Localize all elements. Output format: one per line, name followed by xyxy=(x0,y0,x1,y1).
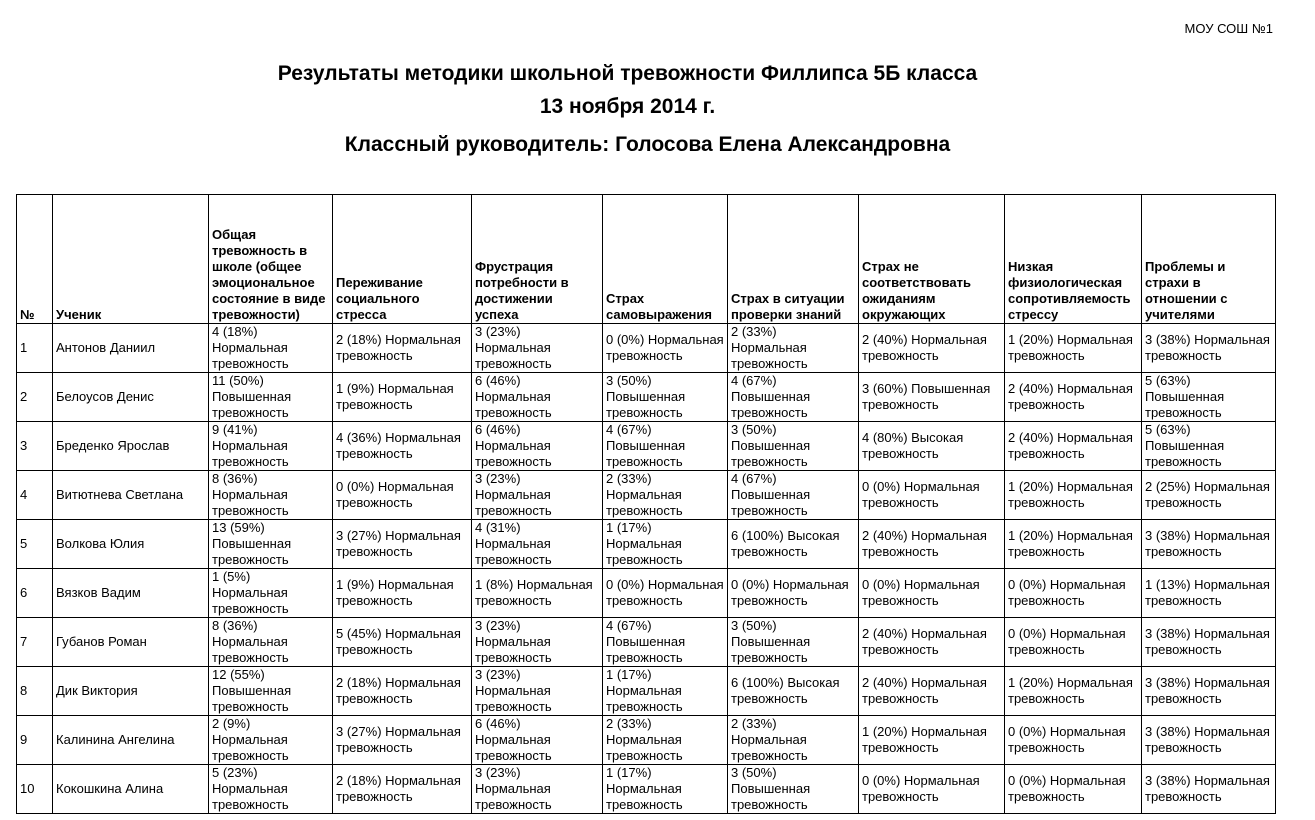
score-cell: 0 (0%) Нормальная тревожность xyxy=(1005,765,1142,814)
score-cell: 1 (20%) Нормальная тревожность xyxy=(1005,324,1142,373)
score-cell: 2 (40%) Нормальная тревожность xyxy=(1005,422,1142,471)
table-row xyxy=(17,373,1276,422)
score-cell: 3 (38%) Нормальная тревожность xyxy=(1142,765,1276,814)
score-cell: 4 (18%) Нормальная тревожность xyxy=(209,324,333,373)
score-cell: 2 (18%) Нормальная тревожность xyxy=(333,765,472,814)
score-cell: 2 (33%) Нормальная тревожность xyxy=(603,716,728,765)
score-cell: 3 (38%) Нормальная тревожность xyxy=(1142,520,1276,569)
score-cell: 1 (20%) Нормальная тревожность xyxy=(1005,471,1142,520)
score-cell: 2 (33%) Нормальная тревожность xyxy=(603,471,728,520)
score-cell: 5 (63%) Повышенная тревожность xyxy=(1142,422,1276,471)
score-cell: 3 (23%) Нормальная тревожность xyxy=(472,667,603,716)
table-row xyxy=(17,618,1276,667)
score-cell: 5 (63%) Повышенная тревожность xyxy=(1142,373,1276,422)
table-body xyxy=(17,324,1276,814)
column-header: Общая тревожность в школе (общее эмоциональное состояние в виде тревожности) xyxy=(209,195,333,324)
score-cell: 3 (38%) Нормальная тревожность xyxy=(1142,667,1276,716)
score-cell: 6 (100%) Высокая тревожность xyxy=(728,520,859,569)
score-cell: 1 (20%) Нормальная тревожность xyxy=(859,716,1005,765)
row-number: 1 xyxy=(17,324,53,373)
score-cell: 1 (9%) Нормальная тревожность xyxy=(333,569,472,618)
score-cell: 0 (0%) Нормальная тревожность xyxy=(1005,618,1142,667)
score-cell: 3 (23%) Нормальная тревожность xyxy=(472,471,603,520)
score-cell: 5 (23%) Нормальная тревожность xyxy=(209,765,333,814)
score-cell: 8 (36%) Нормальная тревожность xyxy=(209,471,333,520)
score-cell: 2 (25%) Нормальная тревожность xyxy=(1142,471,1276,520)
score-cell: 3 (38%) Нормальная тревожность xyxy=(1142,324,1276,373)
score-cell: 1 (20%) Нормальная тревожность xyxy=(1005,520,1142,569)
score-cell: 1 (20%) Нормальная тревожность xyxy=(1005,667,1142,716)
table-row xyxy=(17,667,1276,716)
score-cell: 0 (0%) Нормальная тревожность xyxy=(1005,716,1142,765)
score-cell: 4 (80%) Высокая тревожность xyxy=(859,422,1005,471)
row-number: 4 xyxy=(17,471,53,520)
score-cell: 1 (17%) Нормальная тревожность xyxy=(603,667,728,716)
score-cell: 0 (0%) Нормальная тревожность xyxy=(603,324,728,373)
column-header: Ученик xyxy=(53,195,209,324)
score-cell: 3 (50%) Повышенная тревожность xyxy=(603,373,728,422)
student-name: Волкова Юлия xyxy=(53,520,209,569)
score-cell: 1 (5%) Нормальная тревожность xyxy=(209,569,333,618)
score-cell: 4 (36%) Нормальная тревожность xyxy=(333,422,472,471)
column-header: Фрустрация потребности в достижении успеха xyxy=(472,195,603,324)
score-cell: 2 (9%) Нормальная тревожность xyxy=(209,716,333,765)
score-cell: 4 (67%) Повышенная тревожность xyxy=(603,422,728,471)
score-cell: 1 (17%) Нормальная тревожность xyxy=(603,765,728,814)
table-row xyxy=(17,520,1276,569)
score-cell: 12 (55%) Повышенная тревожность xyxy=(209,667,333,716)
score-cell: 2 (40%) Нормальная тревожность xyxy=(859,520,1005,569)
report-title: Результаты методики школьной тревожности Филлипса 5Б класса xyxy=(277,62,978,85)
column-header: Страх в ситуации проверки знаний xyxy=(728,195,859,324)
results-table xyxy=(16,194,1276,814)
score-cell: 2 (40%) Нормальная тревожность xyxy=(859,324,1005,373)
score-cell: 4 (67%) Повышенная тревожность xyxy=(603,618,728,667)
score-cell: 0 (0%) Нормальная тревожность xyxy=(859,471,1005,520)
score-cell: 1 (9%) Нормальная тревожность xyxy=(333,373,472,422)
score-cell: 8 (36%) Нормальная тревожность xyxy=(209,618,333,667)
student-name: Бреденко Ярослав xyxy=(53,422,209,471)
student-name: Губанов Роман xyxy=(53,618,209,667)
report-date: 13 ноября 2014 г. xyxy=(539,95,716,118)
score-cell: 0 (0%) Нормальная тревожность xyxy=(859,765,1005,814)
score-cell: 11 (50%) Повышенная тревожность xyxy=(209,373,333,422)
column-header: № xyxy=(17,195,53,324)
score-cell: 3 (23%) Нормальная тревожность xyxy=(472,765,603,814)
row-number: 10 xyxy=(17,765,53,814)
row-number: 8 xyxy=(17,667,53,716)
score-cell: 3 (27%) Нормальная тревожность xyxy=(333,520,472,569)
row-number: 6 xyxy=(17,569,53,618)
score-cell: 3 (50%) Повышенная тревожность xyxy=(728,765,859,814)
student-name: Антонов Даниил xyxy=(53,324,209,373)
score-cell: 1 (8%) Нормальная тревожность xyxy=(472,569,603,618)
score-cell: 2 (40%) Нормальная тревожность xyxy=(859,667,1005,716)
student-name: Белоусов Денис xyxy=(53,373,209,422)
score-cell: 0 (0%) Нормальная тревожность xyxy=(728,569,859,618)
score-cell: 2 (18%) Нормальная тревожность xyxy=(333,324,472,373)
column-header: Переживание социального стресса xyxy=(333,195,472,324)
score-cell: 4 (31%) Нормальная тревожность xyxy=(472,520,603,569)
table-header-row xyxy=(17,195,1276,324)
score-cell: 3 (50%) Повышенная тревожность xyxy=(728,618,859,667)
score-cell: 3 (23%) Нормальная тревожность xyxy=(472,324,603,373)
column-header: Проблемы и страхи в отношении с учителями xyxy=(1142,195,1276,324)
organization-label: МОУ СОШ №1 xyxy=(1184,21,1273,36)
score-cell: 4 (67%) Повышенная тревожность xyxy=(728,471,859,520)
score-cell: 3 (38%) Нормальная тревожность xyxy=(1142,618,1276,667)
score-cell: 13 (59%) Повышенная тревожность xyxy=(209,520,333,569)
score-cell: 0 (0%) Нормальная тревожность xyxy=(333,471,472,520)
score-cell: 2 (33%) Нормальная тревожность xyxy=(728,716,859,765)
column-header: Страх самовыражения xyxy=(603,195,728,324)
column-header: Низкая физиологическая сопротивляемость стрессу xyxy=(1005,195,1142,324)
table-row xyxy=(17,422,1276,471)
row-number: 3 xyxy=(17,422,53,471)
student-name: Кокошкина Алина xyxy=(53,765,209,814)
score-cell: 2 (33%) Нормальная тревожность xyxy=(728,324,859,373)
score-cell: 9 (41%) Нормальная тревожность xyxy=(209,422,333,471)
score-cell: 1 (13%) Нормальная тревожность xyxy=(1142,569,1276,618)
student-name: Калинина Ангелина xyxy=(53,716,209,765)
row-number: 2 xyxy=(17,373,53,422)
score-cell: 3 (27%) Нормальная тревожность xyxy=(333,716,472,765)
score-cell: 3 (60%) Повышенная тревожность xyxy=(859,373,1005,422)
score-cell: 3 (38%) Нормальная тревожность xyxy=(1142,716,1276,765)
score-cell: 6 (46%) Нормальная тревожность xyxy=(472,373,603,422)
score-cell: 0 (0%) Нормальная тревожность xyxy=(1005,569,1142,618)
table-row xyxy=(17,569,1276,618)
score-cell: 0 (0%) Нормальная тревожность xyxy=(603,569,728,618)
row-number: 9 xyxy=(17,716,53,765)
row-number: 5 xyxy=(17,520,53,569)
score-cell: 6 (46%) Нормальная тревожность xyxy=(472,716,603,765)
row-number: 7 xyxy=(17,618,53,667)
class-teacher: Классный руководитель: Голосова Елена Александровна xyxy=(344,133,951,156)
column-header: Страх не соответствовать ожиданиям окружающих xyxy=(859,195,1005,324)
student-name: Витютнева Светлана xyxy=(53,471,209,520)
score-cell: 3 (23%) Нормальная тревожность xyxy=(472,618,603,667)
score-cell: 2 (18%) Нормальная тревожность xyxy=(333,667,472,716)
score-cell: 6 (46%) Нормальная тревожность xyxy=(472,422,603,471)
score-cell: 6 (100%) Высокая тревожность xyxy=(728,667,859,716)
table-row xyxy=(17,765,1276,814)
score-cell: 1 (17%) Нормальная тревожность xyxy=(603,520,728,569)
table-row xyxy=(17,324,1276,373)
student-name: Дик Виктория xyxy=(53,667,209,716)
score-cell: 0 (0%) Нормальная тревожность xyxy=(859,569,1005,618)
score-cell: 4 (67%) Повышенная тревожность xyxy=(728,373,859,422)
table-row xyxy=(17,471,1276,520)
score-cell: 2 (40%) Нормальная тревожность xyxy=(859,618,1005,667)
score-cell: 3 (50%) Повышенная тревожность xyxy=(728,422,859,471)
student-name: Вязков Вадим xyxy=(53,569,209,618)
table-row xyxy=(17,716,1276,765)
score-cell: 5 (45%) Нормальная тревожность xyxy=(333,618,472,667)
score-cell: 2 (40%) Нормальная тревожность xyxy=(1005,373,1142,422)
